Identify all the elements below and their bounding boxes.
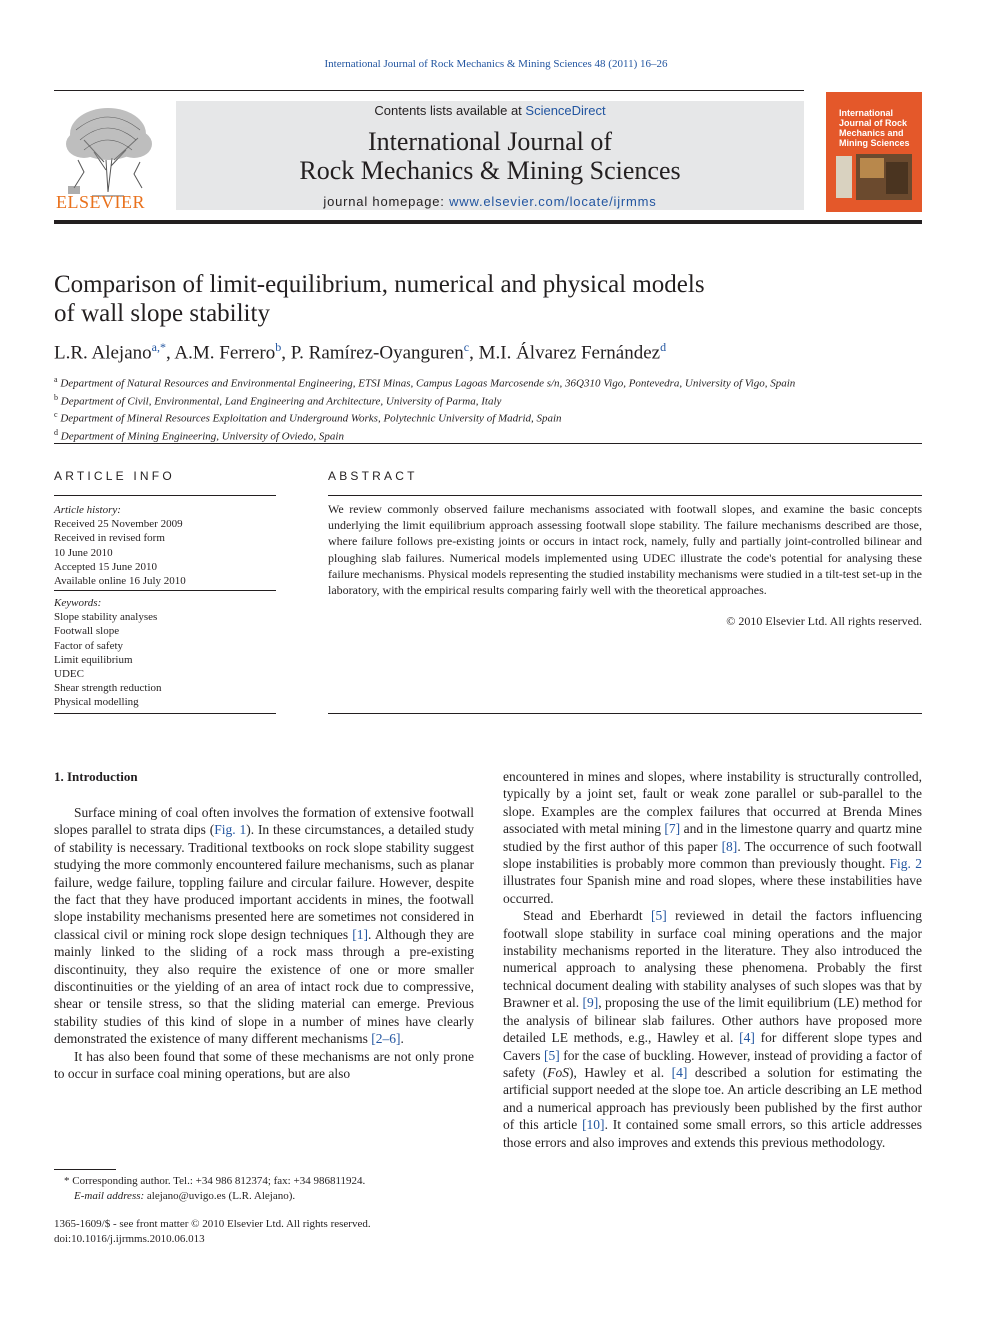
history-item: Received 25 November 2009 <box>54 518 183 531</box>
reference-link[interactable]: [4] <box>671 1064 688 1080</box>
reference-link[interactable]: [8] <box>721 838 738 854</box>
reference-link[interactable]: [9] <box>582 995 599 1011</box>
figure-link[interactable]: Fig. 2 <box>889 856 922 872</box>
figure-link[interactable]: Fig. 1 <box>214 822 247 838</box>
right-column <box>503 768 922 1151</box>
author-name[interactable]: L.R. Alejano <box>54 342 152 364</box>
cover-photo-icon <box>826 92 922 212</box>
journal-cover-thumbnail <box>826 92 922 212</box>
keyword-item: Footwall slope <box>54 625 120 638</box>
paragraph: encountered in mines and slopes, where instability is structurally controlled, typically by a joint set, fault or weak zone parallel or sub-parallel to the slope. Examples are the complex failures that occurred at Brenda Mines associated with metal mining [7] and in the limestone quarry and quartz mine studied by the first author of this paper [8]. The occurrence of such footwall slope instabilities is probably more common than previously thought. Fig. 2 illustrates four Spanish mine and road slopes, where these instabilities have occurred. <box>503 769 922 906</box>
reference-link[interactable]: [7] <box>664 821 681 837</box>
article-info-bottom-rule <box>54 713 276 714</box>
article-title: Comparison of limit-equilibrium, numerical and physical models of wall slope stability <box>54 271 705 327</box>
keyword-item: UDEC <box>54 668 84 681</box>
article-history: Article history: Received 25 November 2009 Received in revised form 10 June 2010 Accepted 15 June 2010 Available online 16 July 2010 <box>54 503 276 588</box>
article-info-heading: ARTICLE INFO <box>54 469 175 483</box>
affiliation-list <box>54 373 922 444</box>
keyword-item: Limit equilibrium <box>54 653 133 666</box>
reference-link[interactable]: [10] <box>582 1117 605 1133</box>
journal-citation[interactable]: International Journal of Rock Mechanics & Mining Sciences 48 (2011) 16–26 <box>324 58 668 70</box>
journal-homepage: journal homepage: www.elsevier.com/locate/ijrmms <box>323 194 657 209</box>
homepage-link[interactable]: www.elsevier.com/locate/ijrmms <box>449 194 657 209</box>
issn-line: 1365-1609/$ - see front matter © 2010 Elsevier Ltd. All rights reserved. <box>54 1218 371 1230</box>
article-info-rule <box>54 495 276 496</box>
masthead <box>54 90 922 224</box>
author-affiliation-mark[interactable]: a,* <box>151 340 166 354</box>
history-item: 10 June 2010 <box>54 546 113 559</box>
history-item: Received in revised form <box>54 532 165 545</box>
corresponding-author-footnote: * Corresponding author. Tel.: +34 986 812374; fax: +34 986811924. E-mail address: alejano@uvigo.es (L.R. Alejano). <box>64 1175 366 1202</box>
paragraph: Surface mining of coal often involves the formation of extensive footwall slopes parallel to strata dips (Fig. 1). In these circumstances, a detailed study of stability is necessary. Traditional textbooks on rock slope stability suggest studying the more commonly encountered failure mechanisms, such as planar failure, wedge failure, toppling failure and circular failure. However, despite the fact that they have produced important accidents in mines, the footwall slope instability mechanisms presented here are sometimes not considered in classical civil or mining rock slope design techniques [1]. Although they are mainly linked to the sliding of a rock mass through a pre-existing discontinuity, they also require the existence of one or more smaller discontinuities or the yielding of an area of intact rock due to compressive, shear or tensile stress, so that the sliding material can emerge. Previous stability studies of this kind of slope in a number of mines have clearly demonstrated the existence of many different mechanisms [2–6]. <box>54 805 475 1047</box>
abstract-rule <box>328 495 922 496</box>
author-affiliation-mark[interactable]: d <box>660 340 667 354</box>
affiliation-item: $^b$ Department of Civil, Environmental, Land Engineering and Architecture, University of Parma, Italy <box>54 392 502 408</box>
affiliation-item: $^d$ Department of Mining Engineering, University of Oviedo, Spain <box>54 427 344 443</box>
reference-link[interactable]: [5] <box>543 1047 560 1063</box>
keyword-item: Physical modelling <box>54 696 139 709</box>
abstract-copyright: © 2010 Elsevier Ltd. All rights reserved. <box>726 614 922 628</box>
abstract-bottom-rule <box>328 713 922 714</box>
author-name[interactable]: A.M. Ferrero <box>174 342 276 364</box>
reference-link[interactable]: [5] <box>651 908 667 924</box>
cover-title: International Journal of Rock Mechanics and Mining Sciences <box>839 108 910 148</box>
keyword-item: Shear strength reduction <box>54 682 162 695</box>
journal-banner <box>176 101 804 210</box>
author-name[interactable]: M.I. Álvarez Fernández <box>478 342 661 364</box>
abstract-heading: ABSTRACT <box>328 469 418 483</box>
footnote-rule <box>54 1169 116 1170</box>
keyword-item: Slope stability analyses <box>54 611 158 624</box>
keywords-rule <box>54 590 276 591</box>
sciencedirect-link[interactable]: ScienceDirect <box>525 103 606 118</box>
reference-link[interactable]: [2–6] <box>371 1031 401 1047</box>
author-email[interactable]: alejano@uvigo.es (L.R. Alejano). <box>144 1189 296 1202</box>
author-name[interactable]: P. Ramírez-Oyanguren <box>290 342 464 364</box>
paragraph: Stead and Eberhardt [5] reviewed in detail the factors influencing footwall slope stability in surface coal mining operations and the major instability mechanisms reported in the literature. They also introduced the numerical approach to analysing these phenomena. Probably the first technical document dealing with stability analyses of such slopes was that by Brawner et al. [9], proposing the use of the limit equilibrium (LE) method for the analysis of bilinear slab failures. Other authors have proposed more detailed LE methods, e.g., Hawley et al. [4] for different slope types and Cavers [5] for the case of buckling. However, instead of providing a factor of safety (FoS), Hawley et al. [4] described a solution for estimating the artificial support needed at the slope toe. An article describing an LE method and a numerical approach has previously been published by the first author of this article [10]. It contained some small errors, so this article addresses those errors and also improves and extends this previous methodology. <box>503 908 923 1150</box>
reference-link[interactable]: [1] <box>352 926 369 942</box>
masthead-bottom-rule <box>54 220 922 224</box>
history-item: Accepted 15 June 2010 <box>54 560 157 573</box>
keywords: Keywords: Slope stability analyses Footwall slope Factor of safety Limit equilibrium UDEC Shear strength reduction Physical modelling <box>54 596 276 710</box>
contents-line: Contents lists available at ScienceDirect <box>374 103 606 118</box>
abstract-text: We review commonly observed failure mechanisms associated with footwall slopes, and examine the basic concepts underlying the limit equilibrium approach assessing footwall slope stability. The failure mechanisms described are those, where failure follows pre-existing joints or occurs in intact rock, namely, fully and partially joint-controlled bilinear and ploughing slab failures. Numerical models implemented using UDEC illustrate the code's potential for analysing these failure mechanisms. Physical models representing the studied instability mechanisms were studied in a tilt-test set-up in the laboratory, with the empirical results comparing fairly well with the theoretical approaches. <box>328 502 922 598</box>
journal-name: International Journal of Rock Mechanics & Mining Sciences <box>299 127 681 185</box>
elsevier-wordmark: ELSEVIER <box>56 192 145 212</box>
affiliations-divider <box>54 443 922 444</box>
doi-line[interactable]: doi:10.1016/j.ijrmms.2010.06.013 <box>54 1232 205 1245</box>
history-item: Available online 16 July 2010 <box>54 575 186 588</box>
page-footer <box>54 1217 371 1246</box>
left-column <box>54 804 474 1083</box>
author-affiliation-mark[interactable]: b <box>275 340 282 354</box>
author-affiliation-mark[interactable]: c <box>463 340 470 354</box>
section-heading-introduction: 1. Introduction <box>54 769 138 784</box>
reference-link[interactable]: [4] <box>739 1030 755 1046</box>
author-list: L.R. Alejano$^{a,*}$, A.M. Ferrero$^b$, P. Ramírez-Oyanguren$^c$, M.I. Álvarez Fernández$^d$ <box>54 340 667 364</box>
affiliation-item: $^c$ Department of Mineral Resources Exploitation and Underground Works, Polytechnic University of Madrid, Spain <box>54 410 562 425</box>
keyword-item: Factor of safety <box>54 639 124 652</box>
paragraph: It has also been found that some of these mechanisms are not only prone to occur in surface coal mining operations, but are also <box>54 1048 474 1082</box>
masthead-top-rule <box>54 90 804 91</box>
affiliation-item: $^a$ Department of Natural Resources and Environmental Engineering, ETSI Minas, Campus Lagoas Marcosende s/n, 36Q310 Vigo, Pontevedra, University of Vigo, Spain <box>54 375 796 390</box>
